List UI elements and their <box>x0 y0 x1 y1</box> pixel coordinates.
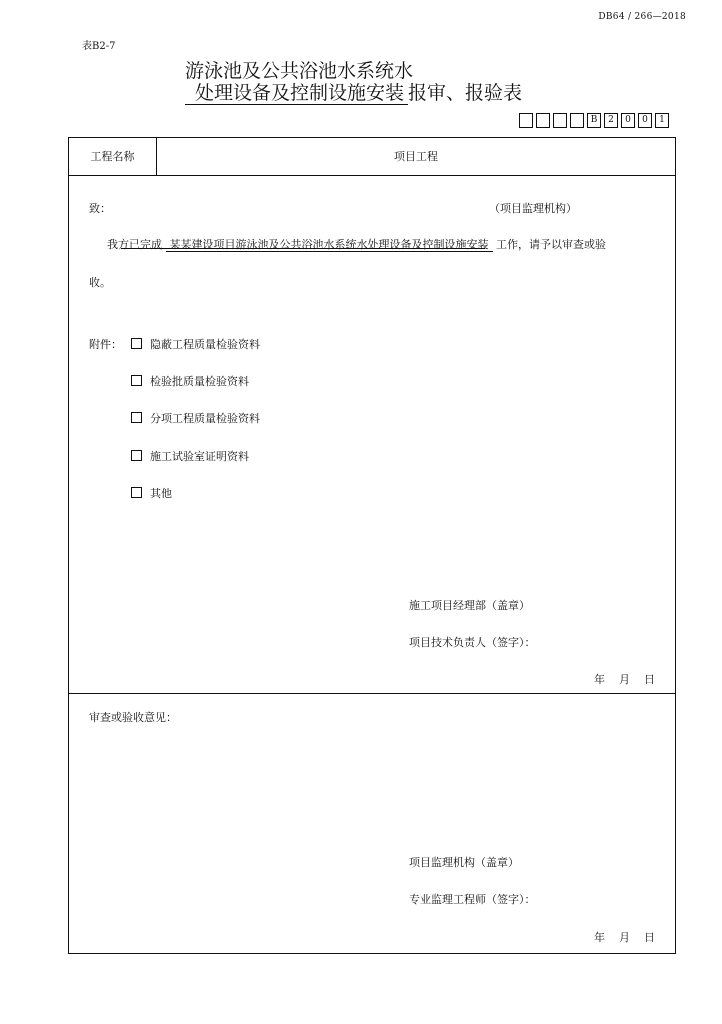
attachment-label: 检验批质量检验资料 <box>150 375 249 388</box>
code-box <box>553 113 567 128</box>
attachment-item[interactable] <box>131 373 249 389</box>
to-label: 致： <box>89 202 111 215</box>
supervising-engineer-signature: 专业监理工程师（签字）： <box>409 893 536 906</box>
checkbox[interactable] <box>131 375 142 386</box>
statement-prefix: 我方已完成 <box>107 238 162 251</box>
code-box: 2 <box>604 113 618 128</box>
attachment-label: 隐蔽工程质量检验资料 <box>150 338 260 351</box>
attachments-label: 附件： <box>89 338 122 351</box>
submission-section <box>69 175 675 694</box>
title-rest: 报审、报验表 <box>408 82 523 104</box>
attachment-item[interactable] <box>131 485 172 501</box>
attachment-label: 施工试验室证明资料 <box>150 450 249 463</box>
statement-line <box>107 236 606 252</box>
contractor-dept-seal: 施工项目经理部（盖章） <box>409 599 530 612</box>
code-box <box>519 113 533 128</box>
code-box <box>536 113 550 128</box>
attachment-item[interactable] <box>131 336 260 352</box>
attachment-item[interactable] <box>131 410 260 426</box>
form-title-line2 <box>185 82 522 104</box>
statement-suffix: 工作，请予以审查或验 <box>496 238 606 251</box>
review-opinion-label: 审查或验收意见： <box>89 711 177 724</box>
project-name-value[interactable]: 项目工程 <box>394 150 438 163</box>
recipient-suffix: （项目监理机构） <box>489 202 577 215</box>
attachment-item[interactable] <box>131 448 249 464</box>
submission-date: 年 月 日 <box>594 673 655 686</box>
code-box: 0 <box>638 113 652 128</box>
statement-continuation: 收。 <box>89 276 111 289</box>
project-name-label: 工程名称 <box>69 138 157 175</box>
code-box <box>570 113 584 128</box>
completed-work-field[interactable]: 某某建设项目游泳池及公共浴池水系统水处理设备及控制设施安装 <box>166 238 493 252</box>
checkbox[interactable] <box>131 450 142 461</box>
project-name-row <box>69 138 675 176</box>
form-number: 表B2-7 <box>82 41 116 52</box>
attachment-label: 其他 <box>150 487 172 500</box>
checkbox[interactable] <box>131 338 142 349</box>
form-table <box>68 137 676 954</box>
attachment-label: 分项工程质量检验资料 <box>150 412 260 425</box>
code-box: 1 <box>655 113 669 128</box>
code-box: B <box>587 113 601 128</box>
form-title-line1: 游泳池及公共浴池水系统水 <box>185 60 414 82</box>
form-code-boxes <box>519 113 669 128</box>
checkbox[interactable] <box>131 487 142 498</box>
supervision-org-seal: 项目监理机构（盖章） <box>409 856 519 869</box>
checkbox[interactable] <box>131 412 142 423</box>
review-date: 年 月 日 <box>594 931 655 944</box>
title-underlined-part: 处理设备及控制设施安装 <box>185 82 408 105</box>
standard-number: DB64 / 266—2018 <box>598 12 686 22</box>
technical-lead-signature: 项目技术负责人（签字）： <box>409 636 536 649</box>
code-box: 0 <box>621 113 635 128</box>
